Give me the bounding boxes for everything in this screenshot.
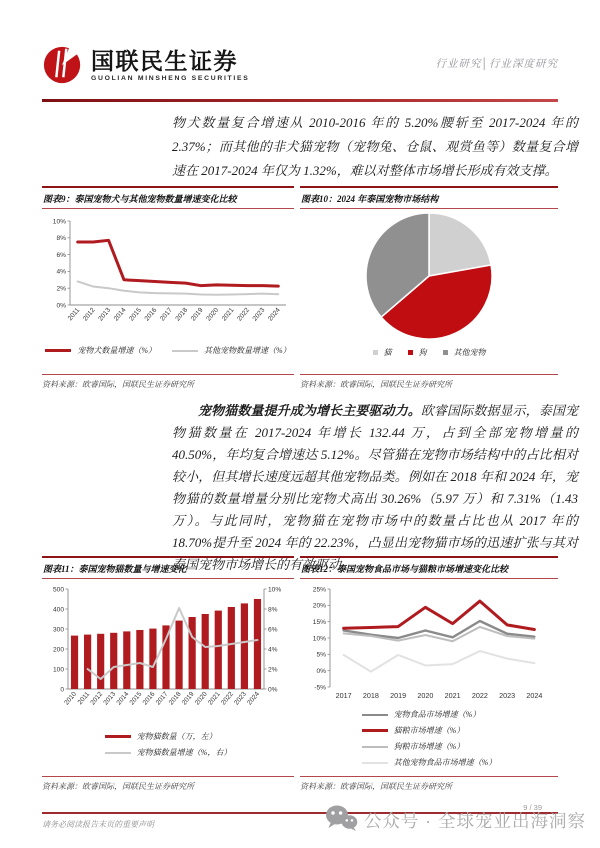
brand-logo: [42, 42, 249, 91]
svg-text:-5%: -5%: [314, 684, 326, 692]
svg-text:2020: 2020: [205, 306, 221, 323]
svg-text:2014: 2014: [112, 306, 128, 323]
figure-10: [300, 186, 558, 390]
figure-12-title: 图表12：泰国宠物食品市场与猫粮市场增速变化比较: [300, 556, 558, 579]
wechat-watermark: [325, 804, 586, 837]
svg-text:6%: 6%: [268, 626, 278, 634]
legend-swatch: [408, 350, 413, 355]
svg-text:0: 0: [60, 686, 64, 694]
svg-text:2023: 2023: [499, 691, 516, 700]
figure-10-source: 资料来源：欧睿国际，国联民生证券研究所: [300, 374, 558, 390]
svg-text:25%: 25%: [312, 586, 326, 594]
svg-text:2012: 2012: [89, 690, 105, 707]
fig9-legend: [42, 345, 294, 356]
svg-text:2016: 2016: [141, 690, 157, 707]
svg-text:10%: 10%: [52, 218, 66, 226]
svg-text:2015: 2015: [128, 690, 144, 707]
fig10-legend: [300, 347, 558, 358]
figure-9-source: 资料来源：欧睿国际，国联民生证券研究所: [42, 374, 294, 390]
legend-swatch: [362, 762, 388, 764]
figure-12: [300, 556, 558, 792]
svg-text:2024: 2024: [267, 306, 282, 323]
fig10-pie-wrap: [300, 209, 558, 345]
legend-label: 猫粮市场增速（%）: [393, 726, 465, 735]
brand-name-en: GUOLIAN MINSHENG SECURITIES: [91, 75, 250, 83]
svg-text:2013: 2013: [97, 306, 113, 323]
legend-label: 宠物猫数量（万，左）: [136, 732, 217, 741]
paragraph-2-lead: 宠物猫数量提升成为增长主要驱动力。: [198, 403, 421, 418]
legend-label: 其他宠物数量增速（%）: [204, 346, 291, 355]
legend-item: [362, 725, 465, 736]
svg-text:0%: 0%: [56, 302, 66, 310]
svg-text:2019: 2019: [189, 306, 205, 323]
svg-text:2010: 2010: [63, 690, 79, 707]
svg-text:2019: 2019: [180, 690, 196, 707]
svg-text:2013: 2013: [102, 690, 118, 707]
legend-item: [362, 757, 497, 768]
svg-text:2015: 2015: [128, 306, 143, 323]
fig12-line-chart: [300, 579, 558, 705]
svg-text:0%: 0%: [316, 667, 326, 675]
svg-text:8%: 8%: [56, 235, 66, 243]
legend-item: [443, 347, 486, 358]
legend-swatch: [443, 350, 448, 355]
figure-9-title: 图表9：泰国宠物犬与其他宠物数量增速变化比较: [42, 186, 294, 209]
figure-12-source: 资料来源：欧睿国际，国联民生证券研究所: [300, 776, 558, 792]
legend-label: 宠物猫数量增速（%，右）: [136, 748, 232, 757]
figure-row-2: [42, 556, 558, 792]
legend-item: [373, 347, 392, 358]
figure-11: [42, 556, 294, 792]
legend-item: [105, 747, 232, 758]
svg-text:2023: 2023: [233, 690, 248, 707]
svg-text:2019: 2019: [390, 691, 407, 700]
fig12-legend: [362, 709, 497, 768]
svg-text:2018: 2018: [362, 691, 379, 700]
fig11-legend: [105, 731, 232, 758]
legend-item: [362, 741, 465, 752]
svg-text:2011: 2011: [76, 690, 92, 707]
legend-item: [362, 709, 481, 720]
legend-item: [105, 731, 217, 742]
legend-swatch: [45, 349, 71, 353]
legend-label: 宠物犬数量增速（%）: [77, 346, 156, 355]
securities-logo-icon: [42, 42, 84, 91]
svg-text:2021: 2021: [220, 306, 236, 323]
legend-label: 其他宠物: [453, 348, 486, 357]
figure-11-title: 图表11：泰国宠物猫数量与增速变化: [42, 556, 294, 579]
page-header: [42, 42, 558, 91]
svg-text:2014: 2014: [115, 690, 131, 707]
svg-text:100: 100: [52, 666, 64, 674]
svg-text:500: 500: [52, 586, 64, 594]
svg-text:200: 200: [52, 646, 64, 654]
svg-text:10%: 10%: [312, 635, 326, 643]
svg-text:2022: 2022: [471, 691, 488, 700]
svg-text:2017: 2017: [154, 690, 170, 707]
legend-label: 狗: [418, 348, 427, 357]
figure-10-title: 图表10：2024 年泰国宠物市场结构: [300, 186, 558, 209]
svg-text:300: 300: [52, 626, 64, 634]
svg-text:2017: 2017: [335, 691, 352, 700]
figure-9: [42, 186, 294, 390]
svg-text:2021: 2021: [444, 691, 461, 700]
svg-text:2024: 2024: [246, 690, 261, 707]
svg-text:20%: 20%: [312, 602, 326, 610]
brand-name: [91, 50, 249, 83]
header-divider: [42, 99, 558, 102]
legend-label: 其他宠物食品市场增速（%）: [393, 758, 497, 767]
svg-text:2018: 2018: [167, 690, 183, 707]
legend-swatch: [362, 714, 388, 716]
wechat-icon: [325, 804, 358, 837]
svg-text:2018: 2018: [174, 306, 190, 323]
report-category: 行业研究│行业深度研究: [435, 59, 558, 70]
legend-item: [45, 345, 156, 356]
fig9-line-chart: [42, 209, 294, 343]
figure-row-1: [42, 186, 558, 390]
svg-text:2012: 2012: [81, 306, 97, 323]
svg-text:4%: 4%: [268, 646, 278, 654]
legend-swatch: [362, 729, 388, 733]
page-number: 9 / 39: [523, 803, 542, 812]
paragraph-2: [172, 400, 578, 576]
svg-text:2022: 2022: [220, 690, 235, 707]
svg-text:10%: 10%: [268, 586, 282, 594]
svg-text:2020: 2020: [417, 691, 434, 700]
svg-text:6%: 6%: [56, 251, 66, 259]
svg-text:2017: 2017: [159, 306, 174, 323]
watermark-text: 公众号 · 全球宠业出海洞察: [363, 811, 586, 831]
svg-text:0%: 0%: [268, 686, 278, 694]
legend-swatch: [105, 735, 131, 739]
svg-text:2022: 2022: [236, 306, 251, 323]
svg-text:2021: 2021: [207, 690, 222, 707]
fig11-bar-line-chart: [42, 579, 294, 727]
legend-item: [172, 345, 291, 356]
legend-swatch: [373, 350, 378, 355]
svg-text:2016: 2016: [143, 306, 159, 323]
brand-name-cn: 国联民生证券: [91, 48, 238, 75]
footer-disclaimer: 请务必阅读报告末页的重要声明: [42, 820, 154, 829]
svg-text:8%: 8%: [268, 606, 278, 614]
figure-11-source: 资料来源：欧睿国际，国联民生证券研究所: [42, 776, 294, 792]
legend-label: 狗粮市场增速（%）: [393, 742, 465, 751]
svg-text:2020: 2020: [193, 690, 209, 707]
legend-swatch: [172, 350, 198, 352]
legend-item: [408, 347, 427, 358]
paragraph-2-body: 欧睿国际数据显示，泰国宠物猫数量在 2017-2024 年增长 132.44 万，占到全部宠物增量的 40.50%，年均复合增速达 5.12%。尽管猫在宠物市场结构中的占比相对较小，但其增长速度远超其他宠物品类。例如在 2018 年和 2024 年，宠物猫的数量增量分别比宠物犬高出 30.26%（5.97 万）和 7.31%（1.43 万）。与此同时，宠物猫在宠物市场中的数量占比也从 2017 年的 18.70%提升至 2024 年的 22.23%，凸显出宠物猫市场的迅速扩张与其对泰国宠物市场增长的有效驱动。: [172, 403, 578, 572]
paragraph-1: 物犬数量复合增速从 2010-2016 年的 5.20%腰斩至 2017-2024 年的 2.37%；而其他的非犬猫宠物（宠物兔、仓鼠、观赏鱼等）数量复合增速在 2017-2024 年仅为 1.32%，难以对整体市场增长形成有效支撑。: [172, 115, 578, 178]
svg-text:2023: 2023: [251, 306, 267, 323]
svg-text:4%: 4%: [56, 268, 66, 276]
svg-text:2024: 2024: [526, 691, 543, 700]
svg-text:5%: 5%: [316, 651, 326, 659]
svg-text:2011: 2011: [66, 306, 82, 323]
legend-label: 宠物食品市场增速（%）: [393, 710, 481, 719]
svg-text:15%: 15%: [312, 618, 326, 626]
svg-text:2%: 2%: [56, 285, 66, 293]
svg-text:2%: 2%: [268, 666, 278, 674]
fig10-pie-chart: [300, 209, 558, 345]
legend-swatch: [362, 746, 388, 748]
legend-swatch: [105, 752, 131, 754]
legend-label: 猫: [383, 348, 392, 357]
svg-text:400: 400: [52, 606, 64, 614]
